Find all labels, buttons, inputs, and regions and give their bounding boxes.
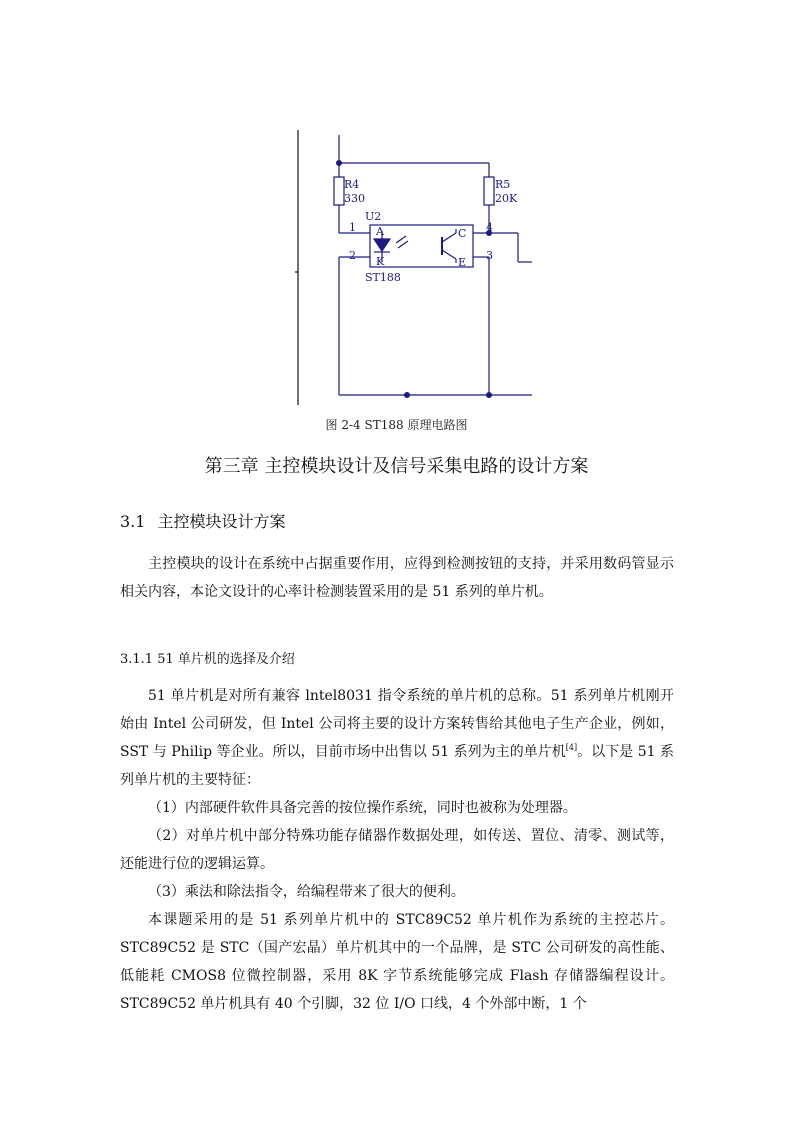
st188-circuit-diagram — [290, 125, 540, 410]
section-title: 主控模块设计方案 — [157, 512, 286, 531]
pin3-label: 3 — [486, 249, 493, 262]
pin1-label: 1 — [349, 221, 356, 234]
junction-dot — [404, 392, 410, 398]
emitter-label: E — [458, 256, 467, 269]
section-heading — [120, 509, 285, 532]
intro-paragraph — [120, 682, 674, 794]
feature-item-1: （1）内部硬件软件具备完善的按位操作系统，同时也被称为处理器。 — [148, 800, 577, 816]
stc89c52-paragraph: 本课题采用的是 51 系列单片机中的 STC89C52 单片机作为系统的主控芯片。STC89C52 是 STC（国产宏晶）单片机其中的一个品牌，是 STC 公司研发的高性能、低能耗 CMOS8 位微控制器，采用 8K 字节系统能够完成 Flash 存储器编程设计。STC89C52 单片机具有 40 个引脚，32 位 I/O 口线，4 个外部中断，1 个 — [120, 912, 674, 1012]
citation-ref: [4] — [565, 743, 578, 752]
intro-paragraph-tail: 。以下是 51 系列单片机的主要特征： — [120, 744, 675, 788]
section-number: 3.1 — [120, 512, 146, 531]
subsection-number: 3.1.1 51 — [120, 652, 174, 667]
anode-label: A — [376, 225, 384, 238]
r5-name-label: R5 — [495, 178, 511, 191]
figure-caption: 图 2-4 ST188 原理电路图 — [325, 418, 468, 432]
cathode-label: K — [376, 255, 385, 268]
chip-name-label: ST188 — [365, 271, 401, 284]
led-triangle — [374, 239, 390, 251]
r4-value-label: 330 — [344, 192, 365, 205]
collector-label: C — [458, 227, 467, 240]
intro-paragraph-text: 51 单片机是对所有兼容 lntel8031 指令系统的单片机的总称。51 系列单片机刚开始由 Intel 公司研发，但 Intel 公司将主要的设计方案转售给其他电子生产企业，例如， SST 与 Philip 等企业。所以，目前市场中出售以 51 系列为主的单片机 — [120, 688, 674, 760]
subsection-title: 单片机的选择及介绍 — [177, 652, 295, 667]
pin2-label: 2 — [349, 249, 356, 262]
feature-item-3: （3）乘法和除法指令，给编程带来了很大的便利。 — [148, 884, 465, 900]
r5-value-label: 20K — [495, 192, 518, 205]
u2-label: U2 — [365, 210, 382, 223]
r5-resistor — [484, 177, 494, 205]
chapter-title: 第三章 主控模块设计及信号采集电路的设计方案 — [204, 456, 589, 477]
feature-item-2: （2）对单片机中部分特殊功能存储器作数据处理，如传送、置位、清零、测试等，还能进行位的逻辑运算。 — [120, 828, 674, 872]
pin4-label: 4 — [486, 221, 493, 234]
r4-name-label: R4 — [344, 178, 360, 191]
section-paragraph: 主控模块的设计在系统中占据重要作用，应得到检测按钮的支持，并采用数码管显示相关内容，本论文设计的心率计检测装置采用的是 51 系列的单片机。 — [120, 556, 674, 600]
subsection-heading — [120, 648, 295, 667]
junction-dot — [336, 160, 342, 166]
r4-resistor — [334, 177, 344, 205]
junction-dot — [486, 392, 492, 398]
